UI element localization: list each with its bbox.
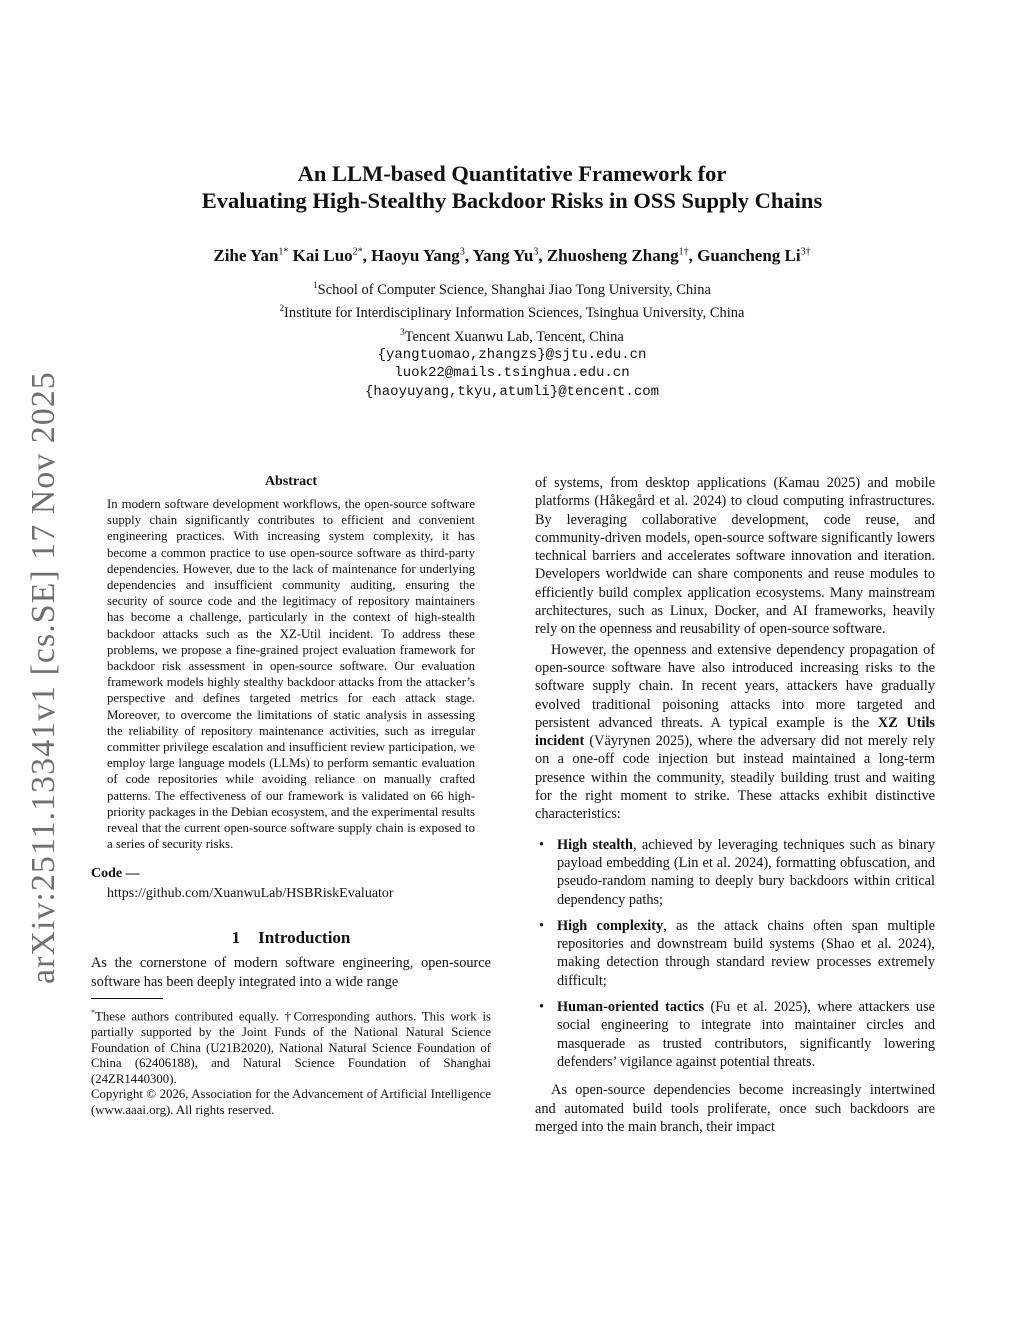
title-line-2: Evaluating High-Stealthy Backdoor Risks in OSS Supply Chains xyxy=(201,188,823,213)
intro-paragraph: As the cornerstone of modern software engineering, open-source software has been deeply integrated into a wide range xyxy=(91,955,491,990)
affiliation: $^1$School of Computer Science, Shanghai Jiao Tong University, China xyxy=(313,280,711,298)
affiliation: $^2$Institute for Interdisciplinary Information Sciences, Tsinghua University, China xyxy=(279,303,745,322)
body-paragraph: However, the openness and extensive dependency propagation of open-source software have also introduced increasing risks to the software supply chain. In recent years, attackers have gradually evolved traditional poisoning attacks into more targeted and persistent advanced threats. A typical example is the XZ Utils incident (Väyrynen 2025), where the adversary did not merely rely on a one-off code injection but instead maintained a long-term presence within the community, steadily building trust and waiting for the right moment to strike. These attacks exhibit distinctive characteristics: xyxy=(535,641,935,823)
author: Kai Luo$^{2*}$, xyxy=(292,245,372,265)
code-link[interactable]: https://github.com/XuanwuLab/HSBRiskEvaluator xyxy=(107,886,394,902)
title-line-1: An LLM-based Quantitative Framework for xyxy=(297,161,727,186)
list-item: • High complexity, as the attack chains often span multiple repositories and downstream build systems (Shao et al. 2024), making detection through standard review processes extremely difficult; xyxy=(539,917,935,989)
section-title: Introduction xyxy=(258,928,351,948)
paper-title xyxy=(100,160,924,214)
code-label: Code — xyxy=(91,866,140,882)
author: Guancheng $Li^{3\dagger}$ xyxy=(697,245,811,265)
abstract-text: In modern software development workflows, the open-source software supply chain significantly contributes to efficient and convenient engineering practices. With increasing system complexity, it has become a common practice to use open-source software as third-party dependencies. However, due to the lack of maintenance for underlying dependencies and insufficient community auditing, ensuring the security of source code and the legitimacy of repository maintainers has become a challenge, particularly in the context of high-stealth backdoor attacks such as the XZ-Util incident. To address these problems, we propose a fine-grained project evaluation framework for backdoor risk assessment in open-source software. Our evaluation framework models highly stealthy backdoor attacks from the attacker’s perspective and defines targeted metrics for each attack stage. Moreover, to overcome the limitations of static analysis in assessing the reliability of repository maintenance activities, such as irregular committer privilege escalation and insufficient review participation, we employ large language models (LLMs) to perform semantic evaluation of code repositories while avoiding reliance on manually crafted patterns. The effectiveness of our framework is validated on 66 high-priority packages in the Debian ecosystem, and the experimental results reveal that the current open-source software supply chain is exposed to a series of security risks. xyxy=(107,497,475,852)
abstract-heading: Abstract xyxy=(264,474,318,489)
section-heading xyxy=(91,928,491,948)
list-item: • Human-oriented tactics (Fu et al. 2025), where attackers use social engineering to integrate into maintainer circles and masquerade as trusted contributors, significantly lowering defenders’ vigilance against potential threats. xyxy=(539,999,935,1070)
bullet-icon: • xyxy=(539,836,545,853)
author: Zihe Yan$^{1*}$ xyxy=(213,245,289,265)
email-line: {yangtuomao,zhangzs}@sjtu.edu.cn xyxy=(377,346,647,363)
author: Haoyu Yang$^3$, xyxy=(371,245,473,265)
footnote-copyright: Copyright © 2026, Association for the Advancement of Artificial Intelligence (www.aaai.org). All rights reserved. xyxy=(91,1087,491,1117)
list-item: • High stealth, achieved by leveraging techniques such as binary payload embedding (Lin et al. 2024), formatting obfuscation, and pseudo-random naming to deeply bury backdoors within critical dependency paths; xyxy=(539,836,935,908)
email-line: luok22@mails.tsinghua.edu.cn xyxy=(394,365,630,382)
bullet-icon: • xyxy=(539,917,545,934)
body-paragraph: of systems, from desktop applications (Kamau 2025) and mobile platforms (Håkegård et al. 2024) to cloud computing infrastructures. By leveraging collaborative development, code reuse, and community-driven models, open-source software significantly lowers technical barriers and accelerates software innovation and iteration. Developers worldwide can share components and reuse modules to efficiently build complex application ecosystems. Many mainstream architectures, such as Linux, Docker, and AI frameworks, heavily rely on the openness and reusability of open-source software. xyxy=(535,475,935,638)
characteristics-list xyxy=(535,836,935,1072)
footnote-divider xyxy=(91,998,163,999)
affiliation: $^3$Tencent Xuanwu Lab, Tencent, China xyxy=(400,326,624,345)
author: Zhuosheng Zhang$^{1\dagger}$, xyxy=(546,245,698,265)
affiliations xyxy=(100,276,924,401)
section-number: 1 xyxy=(231,928,241,948)
arxiv-identifier: arXiv:2511.13341v1 [cs.SE] 17 Nov 2025 xyxy=(25,371,62,984)
left-column xyxy=(91,474,491,1118)
author-list xyxy=(100,241,924,267)
email-line: {haoyuyang,tkyu,atumli}@tencent.com xyxy=(364,383,660,400)
bullet-icon: • xyxy=(539,999,545,1016)
right-column xyxy=(535,474,935,1136)
footnote-contribution: *These authors contributed equally. †Corresponding authors. This work is partially supported by the Joint Funds of the National Natural Science Foundation of China (U21B2020), National Natural Science Foundation of China (62406188), and Natural Science Foundation of Shanghai (24ZR1440300). xyxy=(91,1008,491,1086)
body-paragraph: As open-source dependencies become increasingly intertwined and automated build tools proliferate, once such backdoors are merged into the main branch, their impact xyxy=(535,1082,935,1135)
author: Yang Yu$^3$, xyxy=(472,245,547,265)
